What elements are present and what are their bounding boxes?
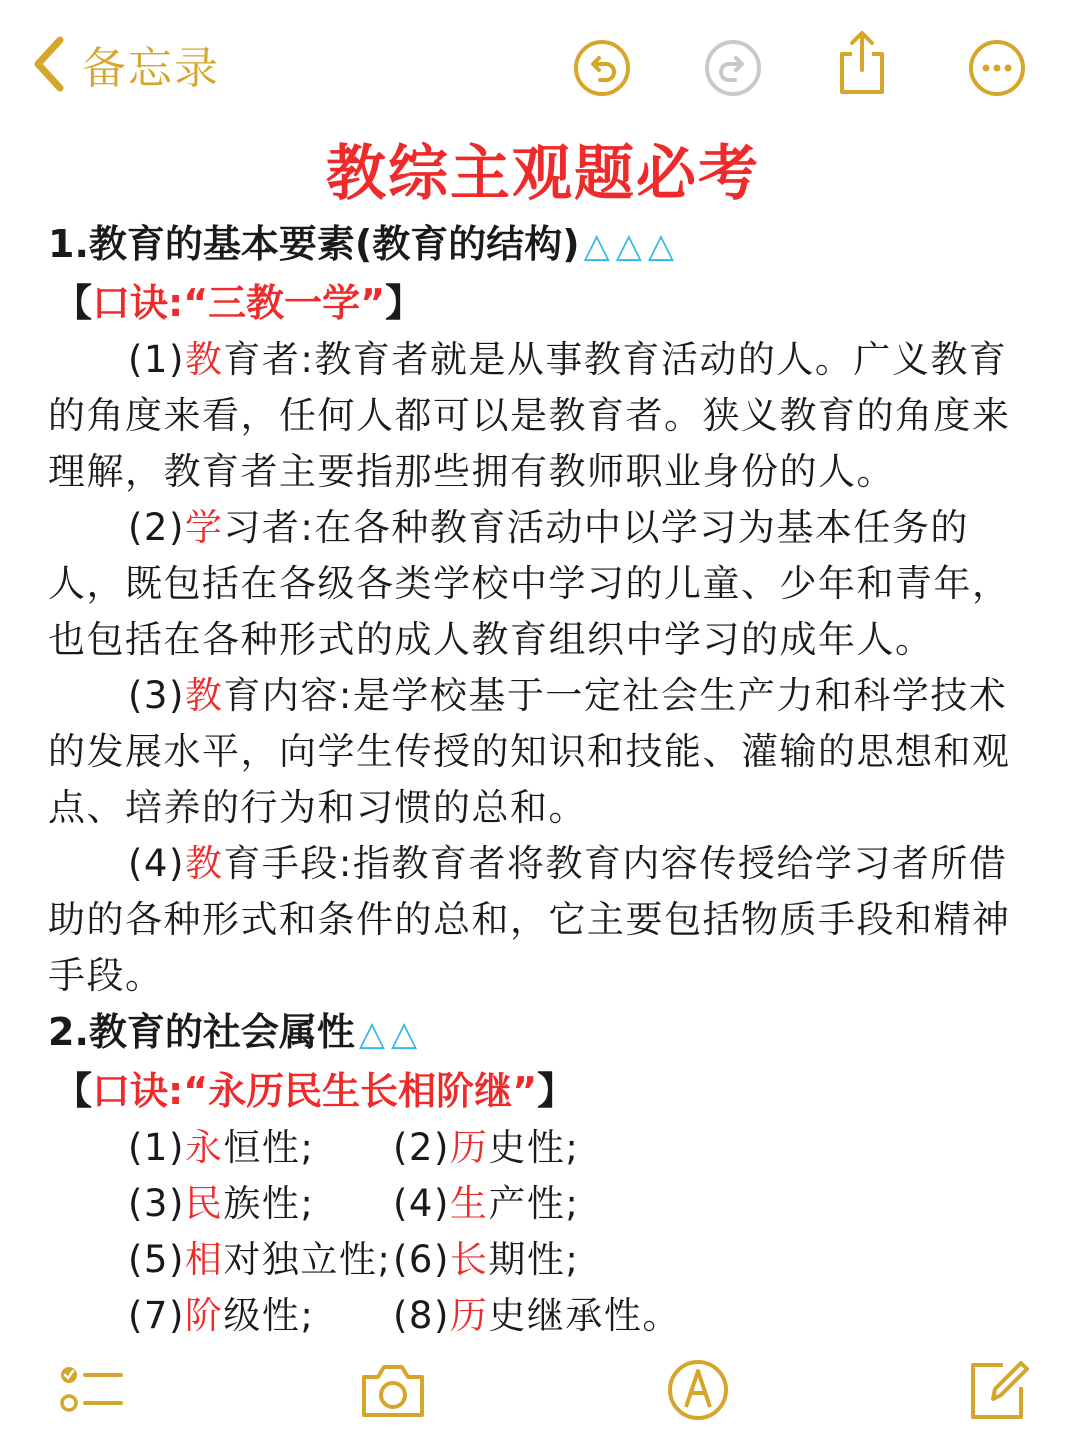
section1-mnemonic: 【口诀:“三教一学”】	[54, 281, 424, 325]
undo-button[interactable]	[572, 38, 632, 98]
attribute-row	[128, 1176, 1038, 1232]
section1-heading	[48, 216, 1038, 274]
paragraph-item: (1)教育者:教育者就是从事教育活动的人。广义教育的角度来看，任何人都可以是教育者。狭义教育的角度来理解，教育者主要指那些拥有教师职业身份的人。	[48, 338, 1011, 493]
attribute-row	[128, 1232, 1038, 1288]
more-icon	[967, 38, 1027, 98]
paragraph-item: (4)教育手段:指教育者将教育内容传授给学习者所借助的各种形式和条件的总和，它主要包括物质手段和精神手段。	[48, 842, 1011, 997]
compose-icon	[963, 1355, 1033, 1425]
attribute-item: (3)民族性;	[128, 1182, 315, 1225]
checklist-icon	[55, 1355, 125, 1425]
redo-button[interactable]	[703, 38, 763, 98]
bottom-toolbar	[0, 1340, 1080, 1443]
share-button[interactable]	[832, 28, 892, 98]
back-button[interactable]	[30, 32, 220, 96]
note-title: 教综主观题必考	[326, 139, 760, 209]
markup-pen-icon	[663, 1355, 733, 1425]
checklist-button[interactable]	[55, 1355, 125, 1425]
markup-button[interactable]	[663, 1355, 733, 1425]
attribute-item: (5)相对独立性;	[128, 1238, 392, 1281]
attribute-item: (4)生产性;	[393, 1182, 580, 1225]
back-label: 备忘录	[82, 43, 220, 94]
attribute-item: (7)阶级性;	[128, 1294, 315, 1337]
triangle-marks: △△	[358, 1014, 424, 1054]
mnemonic-text: 口诀:“永历民生长相阶继”	[92, 1069, 538, 1113]
attribute-item: (1)永恒性;	[128, 1126, 315, 1169]
paragraph-item: (3)教育内容:是学校基于一定社会生产力和科学技术的发展水平，向学生传授的知识和技能、灌输的思想和观点、培养的行为和习惯的总和。	[48, 674, 1011, 829]
attribute-item: (2)历史性;	[393, 1126, 580, 1169]
note-body[interactable]	[48, 130, 1038, 1344]
camera-icon	[358, 1355, 428, 1425]
attribute-list	[128, 1120, 1038, 1344]
redo-icon	[703, 38, 763, 98]
attribute-row	[128, 1120, 1038, 1176]
triangle-marks: △△△	[583, 226, 681, 266]
section1-heading-text: 1.教育的基本要素(教育的结构)	[48, 222, 580, 266]
share-icon	[832, 28, 892, 98]
section2-mnemonic: 【口诀:“永历民生长相阶继”】	[54, 1069, 576, 1113]
attribute-item: (6)长期性;	[393, 1238, 580, 1281]
top-toolbar	[0, 0, 1080, 130]
chevron-left-icon	[30, 32, 70, 96]
section2-heading	[48, 1004, 1038, 1062]
paragraph-item: (2)学习者:在各种教育活动中以学习为基本任务的人，既包括在各级各类学校中学习的儿童、少年和青年，也包括在各种形式的成人教育组织中学习的成年人。	[48, 506, 1011, 661]
section2-heading-text: 2.教育的社会属性	[48, 1010, 355, 1054]
camera-button[interactable]	[358, 1355, 428, 1425]
attribute-row	[128, 1288, 1038, 1344]
compose-button[interactable]	[963, 1355, 1033, 1425]
attribute-item: (8)历史继承性。	[393, 1294, 681, 1337]
mnemonic-text: 口诀:“三教一学”	[92, 281, 386, 325]
more-button[interactable]	[967, 38, 1027, 98]
undo-icon	[572, 38, 632, 98]
